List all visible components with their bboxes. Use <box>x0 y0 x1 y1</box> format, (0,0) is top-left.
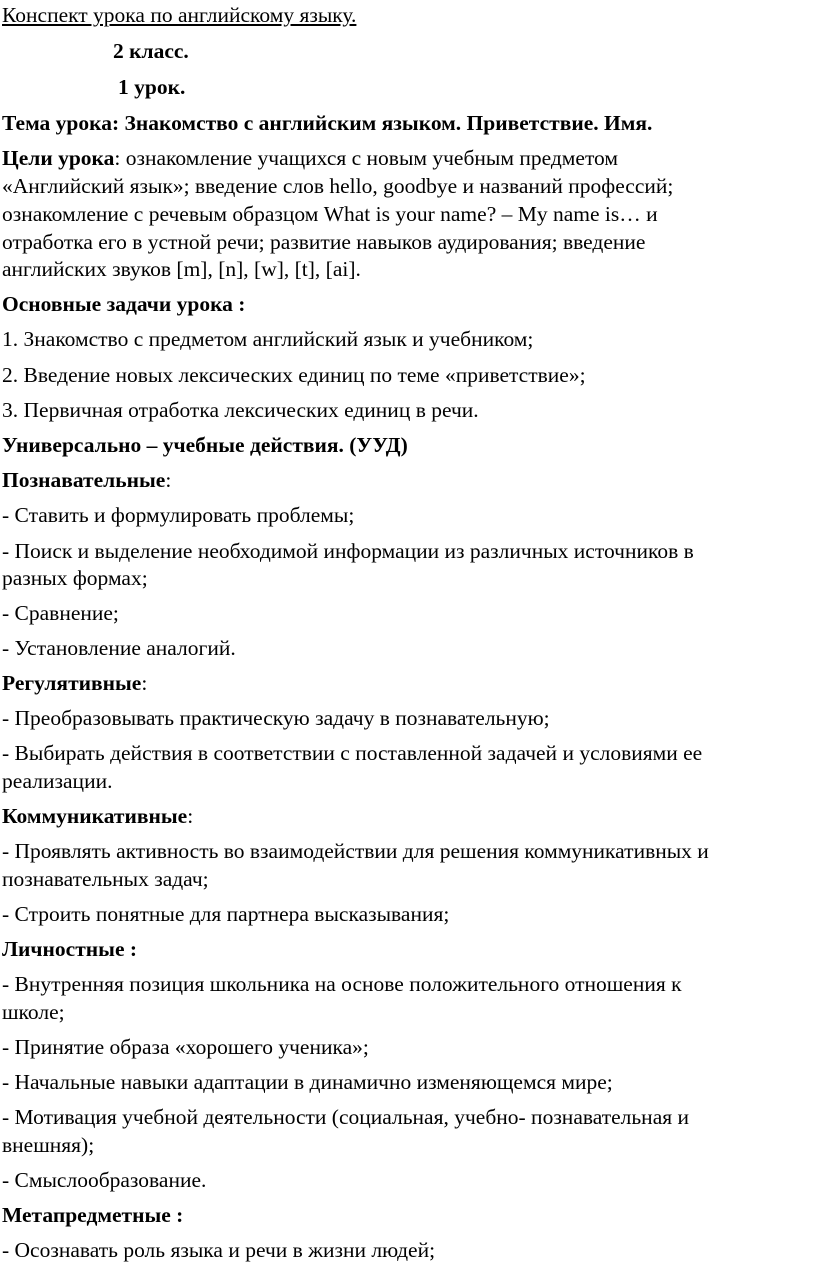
cognitive-item-3: - Сравнение; <box>2 601 119 625</box>
task-item-2: 2. Введение новых лексических единиц по теме «приветствие»; <box>2 363 586 387</box>
personal-item-1: - Внутренняя позиция школьника на основе положительного отношения к <box>2 972 682 996</box>
document-title: Конспект урока по английскому языку. <box>2 3 357 27</box>
communicative-item-1-cont: познавательных задач; <box>2 867 209 891</box>
grade-label: 2 класс. <box>113 39 189 63</box>
cognitive-item-4: - Установление аналогий. <box>2 636 236 660</box>
personal-heading: Личностные : <box>2 937 138 961</box>
regulatory-item-1: - Преобразовывать практическую задачу в познавательную; <box>2 706 550 730</box>
cognitive-item-2-cont: разных формах; <box>2 566 148 590</box>
cognitive-item-2: - Поиск и выделение необходимой информации из различных источников в <box>2 539 694 563</box>
cognitive-heading <box>2 467 171 494</box>
regulatory-heading <box>2 670 147 697</box>
regulatory-label: Регулятивные <box>2 671 142 695</box>
personal-item-5: - Смыслообразование. <box>2 1168 207 1192</box>
goals-line-2: «Английский язык»; введение слов hello, goodbye и названий профессий; <box>2 174 674 198</box>
meta-item-1: - Осознавать роль языка и речи в жизни людей; <box>2 1238 436 1262</box>
personal-item-3: - Начальные навыки адаптации в динамично изменяющемся мире; <box>2 1070 613 1094</box>
cognitive-item-1: - Ставить и формулировать проблемы; <box>2 503 355 527</box>
tasks-heading: Основные задачи урока : <box>2 292 246 316</box>
goals-line-3: ознакомление с речевым образцом What is your name? – My name is… и <box>2 202 658 226</box>
communicative-item-2: - Строить понятные для партнера высказывания; <box>2 902 450 926</box>
meta-heading: Метапредметные : <box>2 1203 184 1227</box>
communicative-label: Коммуникативные <box>2 804 188 828</box>
regulatory-colon: : <box>141 671 148 695</box>
goals-text-1: : ознакомление учащихся с новым учебным предметом <box>114 146 619 170</box>
goals-line-1 <box>2 145 618 172</box>
goals-line-5: английских звуков [m], [n], [w], [t], [ai]. <box>2 257 361 281</box>
personal-item-4: - Мотивация учебной деятельности (социальная, учебно- познавательная и <box>2 1105 690 1129</box>
goals-line-4: отработка его в устной речи; развитие навыков аудирования; введение <box>2 230 646 254</box>
cognitive-label: Познавательные <box>2 468 166 492</box>
personal-item-2: - Принятие образа «хорошего ученика»; <box>2 1035 369 1059</box>
task-item-1: 1. Знакомство с предметом английский язык и учебником; <box>2 327 534 351</box>
personal-item-4-cont: внешняя); <box>2 1133 95 1157</box>
regulatory-item-2-cont: реализации. <box>2 769 113 793</box>
lesson-label: 1 урок. <box>118 75 186 99</box>
communicative-heading <box>2 803 193 830</box>
cognitive-colon: : <box>165 468 172 492</box>
lesson-topic: Тема урока: Знакомство с английским языком. Приветствие. Имя. <box>2 111 653 135</box>
personal-item-1-cont: школе; <box>2 1000 65 1024</box>
task-item-3: 3. Первичная отработка лексических единиц в речи. <box>2 398 479 422</box>
regulatory-item-2: - Выбирать действия в соответствии с поставленной задачей и условиями ее <box>2 741 703 765</box>
communicative-item-1: - Проявлять активность во взаимодействии для решения коммуникативных и <box>2 839 709 863</box>
communicative-colon: : <box>187 804 194 828</box>
goals-label: Цели урока <box>2 146 115 170</box>
uud-heading: Универсально – учебные действия. (УУД) <box>2 433 408 457</box>
